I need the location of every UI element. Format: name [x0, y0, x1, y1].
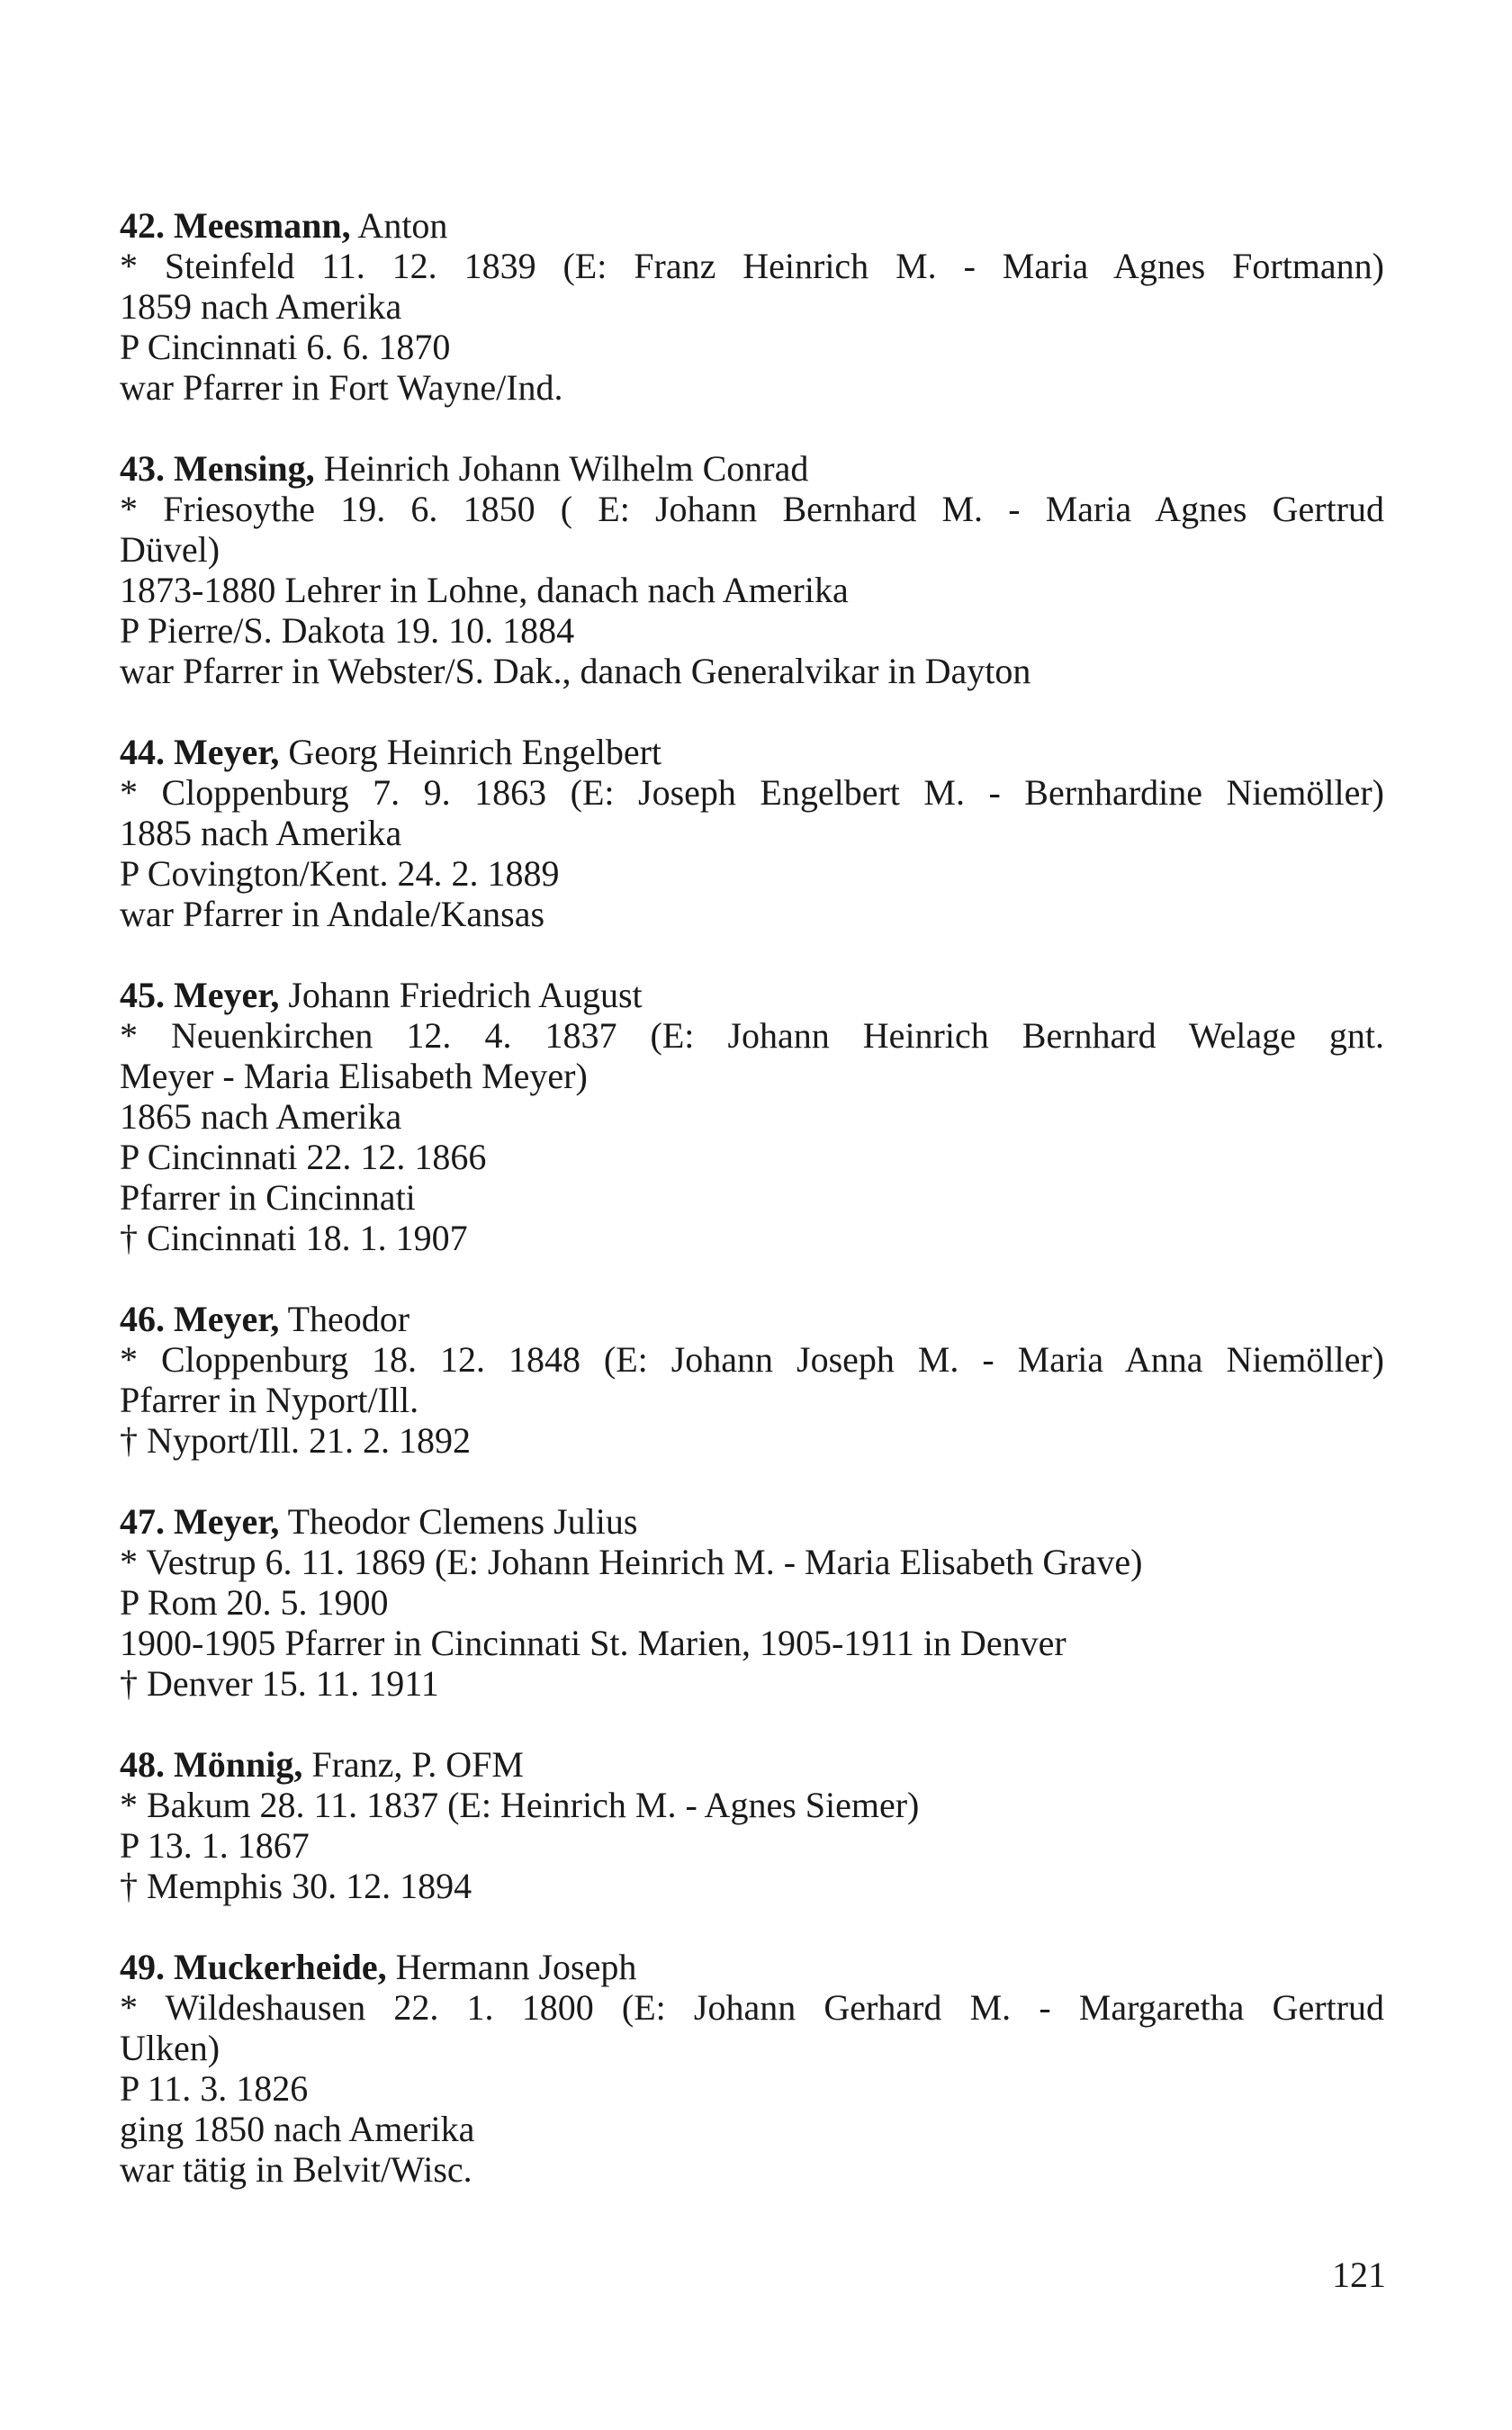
- entry-number: 47.: [120, 1501, 165, 1542]
- entry-surname: Muckerheide,: [174, 1947, 387, 1987]
- entry-number: 48.: [120, 1744, 165, 1785]
- entry-given-names: Johann Friedrich August: [279, 975, 643, 1015]
- entry-line: † Denver 15. 11. 1911: [120, 1663, 439, 1704]
- entry-number: 44.: [120, 732, 165, 772]
- entry-heading: [120, 1744, 1398, 1785]
- entry-line: P 13. 1. 1867: [120, 1825, 310, 1866]
- entry-number: 43.: [120, 448, 165, 489]
- entry-44: [120, 732, 1398, 934]
- entry-line: Düvel): [120, 529, 220, 570]
- entry-line: Pfarrer in Cincinnati: [120, 1177, 416, 1218]
- entry-surname: Mönnig,: [174, 1744, 303, 1785]
- entry-line: ging 1850 nach Amerika: [120, 2109, 475, 2149]
- entry-heading: [120, 732, 1398, 772]
- entry-number: 49.: [120, 1947, 165, 1987]
- entry-line: P Pierre/S. Dakota 19. 10. 1884: [120, 610, 575, 651]
- entry-surname: Mensing,: [174, 448, 315, 489]
- entry-line: war Pfarrer in Webster/S. Dak., danach Generalvikar in Dayton: [120, 651, 1031, 691]
- entry-45: [120, 975, 1398, 1258]
- entry-given-names: Theodor Clemens Julius: [279, 1501, 638, 1542]
- entry-heading: [120, 1947, 1398, 1987]
- entry-given-names: Theodor: [279, 1299, 410, 1339]
- entry-given-names: Hermann Joseph: [386, 1947, 637, 1987]
- entry-line: † Cincinnati 18. 1. 1907: [120, 1218, 468, 1258]
- entry-line: * Cloppenburg 18. 12. 1848 (E: Johann Joseph M. - Maria Anna Niemöller): [120, 1339, 1384, 1380]
- entry-line: * Wildeshausen 22. 1. 1800 (E: Johann Gerhard M. - Margaretha Gertrud: [120, 1987, 1384, 2028]
- entry-given-names: Georg Heinrich Engelbert: [279, 732, 662, 772]
- entry-line: P Cincinnati 22. 12. 1866: [120, 1137, 487, 1177]
- entry-number: 45.: [120, 975, 165, 1015]
- entry-given-names: Heinrich Johann Wilhelm Conrad: [314, 448, 809, 489]
- entry-surname: Meyer,: [174, 975, 280, 1015]
- entry-surname: Meesmann,: [174, 205, 351, 246]
- entry-line: P 11. 3. 1826: [120, 2068, 309, 2109]
- entry-line: P Covington/Kent. 24. 2. 1889: [120, 853, 560, 894]
- entry-line: war tätig in Belvit/Wisc.: [120, 2149, 472, 2190]
- entry-line: P Cincinnati 6. 6. 1870: [120, 327, 451, 367]
- entry-heading: [120, 448, 1398, 489]
- entry-line: * Vestrup 6. 11. 1869 (E: Johann Heinrich M. - Maria Elisabeth Grave): [120, 1542, 1143, 1582]
- entry-line: 1900-1905 Pfarrer in Cincinnati St. Marien, 1905-1911 in Denver: [120, 1623, 1066, 1663]
- entry-line: * Bakum 28. 11. 1837 (E: Heinrich M. - Agnes Siemer): [120, 1785, 920, 1825]
- entry-48: [120, 1744, 1398, 1906]
- entry-line: * Steinfeld 11. 12. 1839 (E: Franz Heinrich M. - Maria Agnes Fortmann): [120, 246, 1384, 286]
- entry-number: 46.: [120, 1299, 165, 1339]
- entry-line: * Cloppenburg 7. 9. 1863 (E: Joseph Engelbert M. - Bernhardine Niemöller): [120, 772, 1384, 813]
- entry-line: Ulken): [120, 2028, 220, 2068]
- entry-line: 1859 nach Amerika: [120, 286, 402, 327]
- entry-surname: Meyer,: [174, 1501, 280, 1542]
- entry-heading: [120, 975, 1398, 1015]
- entry-line: * Friesoythe 19. 6. 1850 ( E: Johann Bernhard M. - Maria Agnes Gertrud: [120, 489, 1384, 529]
- entry-43: [120, 448, 1398, 691]
- entry-line: P Rom 20. 5. 1900: [120, 1582, 389, 1623]
- document-page: [120, 205, 1398, 2230]
- entry-line: 1873-1880 Lehrer in Lohne, danach nach Amerika: [120, 570, 849, 610]
- entry-line: 1885 nach Amerika: [120, 813, 402, 853]
- entry-heading: [120, 1299, 1398, 1339]
- entry-surname: Meyer,: [174, 732, 280, 772]
- entry-heading: [120, 205, 1398, 246]
- entry-line: † Nyport/Ill. 21. 2. 1892: [120, 1420, 471, 1461]
- page-number: 121: [1332, 2254, 1386, 2295]
- entry-given-names: Franz, P. OFM: [302, 1744, 524, 1785]
- entry-given-names: Anton: [350, 205, 448, 246]
- entry-42: [120, 205, 1398, 408]
- entry-line: 1865 nach Amerika: [120, 1096, 402, 1137]
- entry-line: war Pfarrer in Andale/Kansas: [120, 894, 545, 934]
- entry-line: † Memphis 30. 12. 1894: [120, 1866, 472, 1906]
- entry-surname: Meyer,: [174, 1299, 280, 1339]
- entry-line: war Pfarrer in Fort Wayne/Ind.: [120, 367, 563, 408]
- entry-line: Pfarrer in Nyport/Ill.: [120, 1380, 419, 1420]
- entry-line: Meyer - Maria Elisabeth Meyer): [120, 1056, 588, 1096]
- entry-heading: [120, 1501, 1398, 1542]
- entry-46: [120, 1299, 1398, 1461]
- entry-number: 42.: [120, 205, 165, 246]
- entry-49: [120, 1947, 1398, 2190]
- entry-line: * Neuenkirchen 12. 4. 1837 (E: Johann Heinrich Bernhard Welage gnt.: [120, 1015, 1384, 1056]
- entry-47: [120, 1501, 1398, 1704]
